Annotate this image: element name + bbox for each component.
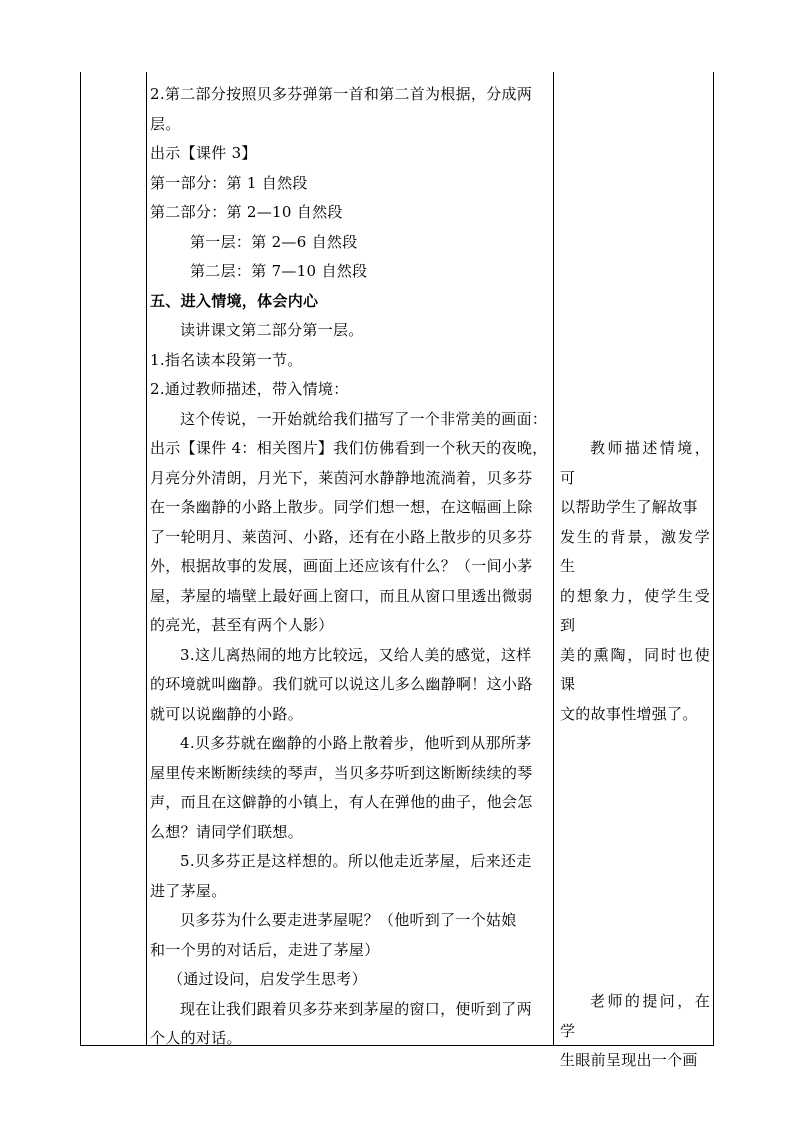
note-line: 老师的提问，在学 bbox=[560, 992, 710, 1040]
text-line: 现在让我们跟着贝多芬来到茅屋的窗口，便听到了两 bbox=[180, 999, 532, 1018]
note-line: 教师描述情境，可 bbox=[560, 439, 710, 487]
text-line: 进了茅屋。 bbox=[150, 881, 227, 900]
section-heading: 五、进入情境，体会内心 bbox=[150, 291, 319, 310]
text-line: 第一层：第 2—6 自然段 bbox=[190, 232, 358, 251]
text-line: 这个传说，一开始就给我们描写了一个非常美的画面： bbox=[180, 409, 548, 428]
text-line: 出示【课件 4：相关图片】我们仿佛看到一个秋天的夜晚， bbox=[150, 439, 548, 457]
text-line: 1.指名读本段第一节。 bbox=[150, 350, 303, 369]
text-line: 读讲课文第二部分第一层。 bbox=[180, 321, 364, 339]
text-line: 4.贝多芬就在幽静的小路上散着步，他听到从那所茅 bbox=[180, 734, 532, 752]
text-line: 3.这儿离热闹的地方比较远，又给人美的感觉，这样 bbox=[180, 645, 532, 664]
text-line: 2.通过教师描述，带入情境： bbox=[150, 380, 349, 398]
text-line: 的环境就叫幽静。我们就可以说这儿多么幽静啊！这小路 bbox=[150, 675, 533, 693]
text-line: 月亮分外清朗，月光下，莱茵河水静静地流淌着，贝多芬 bbox=[150, 468, 533, 487]
table-border-left bbox=[80, 72, 81, 1046]
note-line: 生眼前呈现出一个画 bbox=[560, 1051, 698, 1069]
text-line: 的亮光，甚至有两个人影） bbox=[150, 616, 334, 634]
note-line: 发生的背景，激发学生 bbox=[560, 527, 710, 575]
text-line: 5.贝多芬正是这样想的。所以他走近茅屋，后来还走 bbox=[180, 852, 532, 870]
text-line: 第一部分：第 1 自然段 bbox=[150, 173, 308, 192]
text-line: （通过设问，启发学生思考） bbox=[168, 970, 367, 988]
text-line: 屋里传来断断续续的琴声，当贝多芬听到这断断续续的琴 bbox=[150, 763, 533, 782]
text-line: 出示【课件 3】 bbox=[150, 144, 257, 162]
teaching-process-cell bbox=[150, 80, 552, 1054]
text-line: 个人的对话。 bbox=[150, 1029, 242, 1047]
note-line: 以帮助学生了解故事 bbox=[560, 498, 698, 516]
text-line: 外，根据故事的发展，画面上还应该有什么？（一间小茅 bbox=[150, 557, 533, 575]
text-line: 2.第二部分按照贝多芬弹第一首和第二首为根据，分成两 bbox=[150, 85, 533, 103]
text-line: 和一个男的对话后，走进了茅屋） bbox=[150, 940, 380, 959]
text-line: 贝多芬为什么要走进茅屋呢？（他听到了一个姑娘 bbox=[180, 911, 517, 929]
note-line: 美的熏陶，同时也使课 bbox=[560, 645, 710, 693]
text-line: 么想？请同学们联想。 bbox=[150, 822, 304, 841]
text-line: 了一轮明月、莱茵河、小路，还有在小路上散步的贝多芬 bbox=[150, 527, 533, 546]
text-line: 层。 bbox=[150, 114, 181, 133]
text-line: 就可以说幽静的小路。 bbox=[150, 704, 304, 723]
text-line: 屋，茅屋的墙壁上最好画上窗口，而且从窗口里透出微弱 bbox=[150, 586, 533, 605]
note-line: 的想象力，使学生受到 bbox=[560, 586, 710, 634]
design-note-2 bbox=[560, 987, 710, 1076]
table-border-column-2 bbox=[553, 72, 554, 1046]
table-border-right bbox=[713, 72, 714, 1046]
text-line: 第二层：第 7—10 自然段 bbox=[190, 262, 368, 280]
text-line: 第二部分：第 2—10 自然段 bbox=[150, 203, 343, 221]
text-line: 声，而且在这僻静的小镇上，有人在弹他的曲子，他会怎 bbox=[150, 793, 533, 811]
note-line: 文的故事性增强了。 bbox=[560, 704, 698, 723]
design-note-1 bbox=[560, 434, 710, 729]
table-border-column-1 bbox=[146, 72, 147, 1046]
text-line: 在一条幽静的小路上散步。同学们想一想，在这幅画上除 bbox=[150, 498, 533, 516]
